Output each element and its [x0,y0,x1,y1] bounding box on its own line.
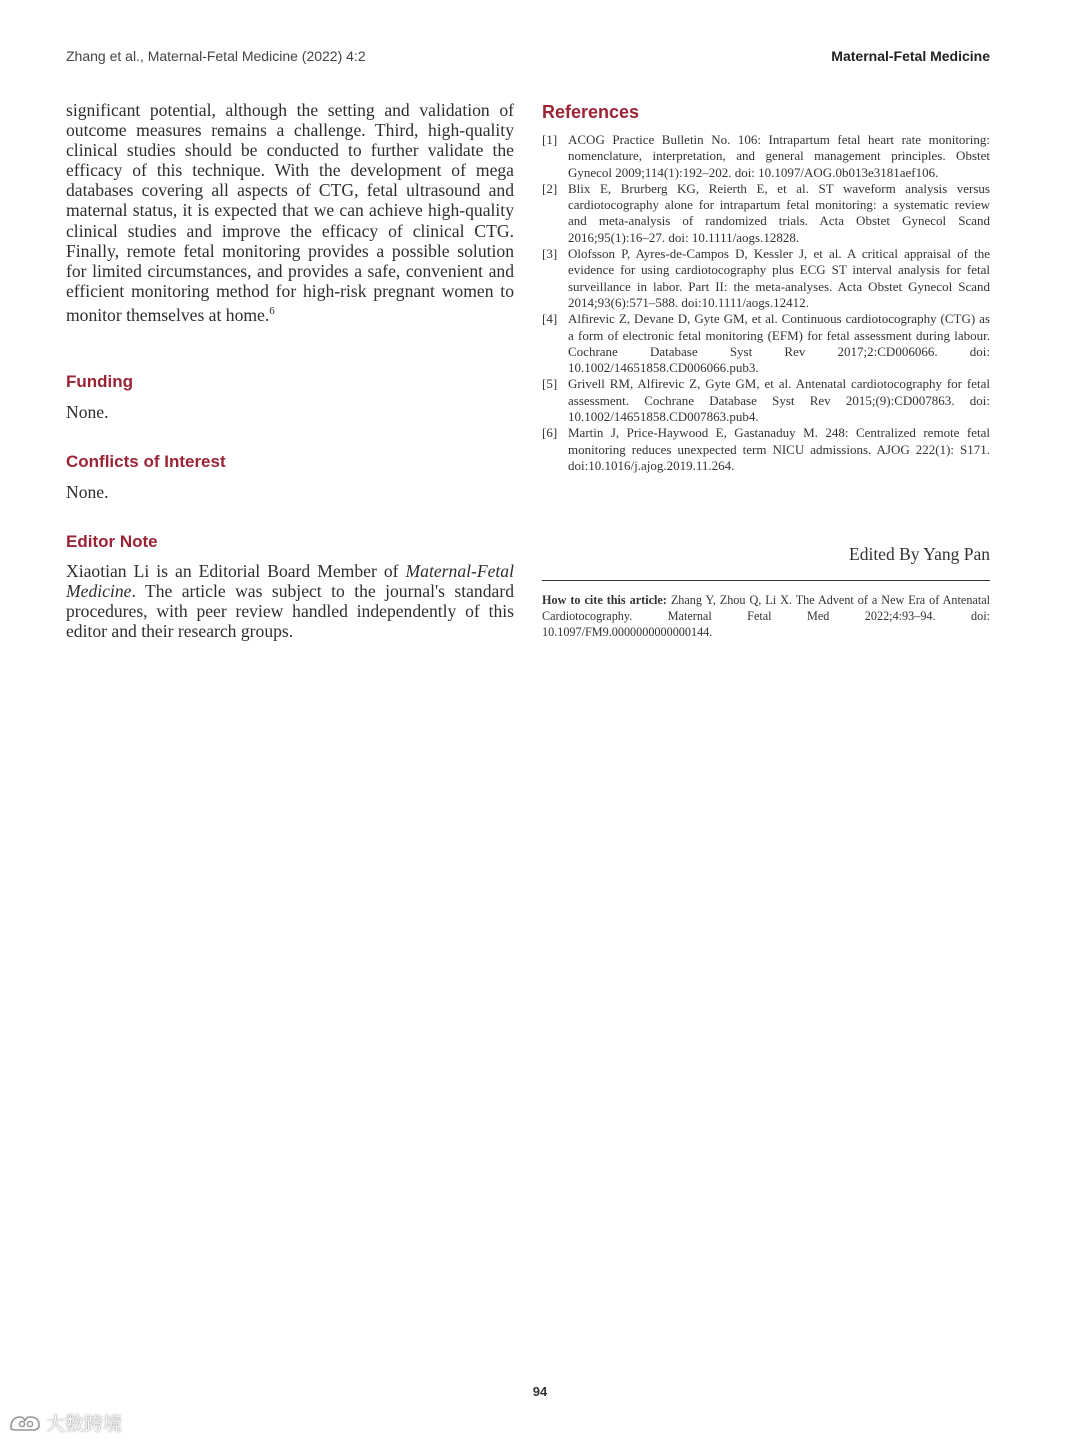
references-heading: References [542,102,640,122]
editor-note-text [66,561,514,641]
body-paragraph [66,100,514,325]
how-to-cite-text: Zhang Y, Zhou Q, Li X. The Advent of a New Era of Antenatal Cardiotocography. Maternal Fetal Med 2022;4:93–94. doi: 10.1097/FM9.0000000000000144. [542,593,991,639]
reference-item [542,376,990,425]
editor-note-journal-name: Maternal-Fetal Medicine [66,561,514,602]
citation-superscript: 6 [269,304,275,317]
left-column [66,100,514,642]
conflicts-text: None. [66,482,109,502]
page-number: 94 [532,1384,548,1399]
reference-number: [6] [542,425,558,441]
watermark-logo-icon [8,1411,42,1433]
cite-divider [542,580,990,581]
reference-text: Martin J, Price-Haywood E, Gastanaduy M. 248: Centralized remote fetal monitoring reduces unexpected term NICU admissions. AJOG 222(1): S171. doi:10.1016/j.ajog.2019.11.264. [568,425,990,473]
edited-by-line: Edited By Yang Pan [849,544,990,564]
how-to-cite-label: How to cite this article: [542,593,667,607]
reference-item [542,132,990,181]
editor-note-heading: Editor Note [66,532,158,551]
funding-heading: Funding [66,372,134,391]
conflicts-heading: Conflicts of Interest [66,452,226,471]
body-paragraph-text: significant potential, although the setting and validation of outcome measures remains a challenge. Third, high-quality clinical studies should be conducted to further validate the efficacy of this technique. With the development of mega databases covering all aspects of CTG, fetal ultrasound and maternal status, it is expected that we can achieve high-quality clinical studies and improve the efficacy of clinical CTG. Finally, remote fetal monitoring provides a possible solution for limited circumstances, and provides a safe, convenient and efficient monitoring method for high-risk pregnant women to monitor themselves at home. [66,100,514,325]
reference-item [542,246,990,311]
editor-note-text-end: . The article was subject to the journal's standard procedures, with peer review handled independently of this editor and their research groups. [66,581,514,642]
watermark-text: 大数跨境 [46,1412,123,1435]
reference-item [542,311,990,376]
references-list [542,132,990,474]
reference-text: Olofsson P, Ayres-de-Campos D, Kessler J, et al. A critical appraisal of the evidence for using cardiotocography plus ECG ST interval analysis for fetal surveillance in labor. Part II: the meta-analyses. Acta Obstet Gynecol Scand 2014;93(6):571–588. doi:10.1111/aogs.12412. [568,246,990,310]
running-head [66,48,990,68]
header-journal-name: Maternal-Fetal Medicine [831,48,990,64]
reference-text: Blix E, Brurberg KG, Reierth E, et al. ST waveform analysis versus cardiotocography alone for intrapartum fetal monitoring: a systematic review and meta-analysis of randomized trials. Acta Obstet Gynecol Scand 2016;95(1):16–27. doi: 10.1111/aogs.12828. [568,180,990,245]
reference-item [542,181,990,246]
watermark [8,1408,122,1436]
reference-number: [2] [542,180,558,196]
header-citation: Zhang et al., Maternal-Fetal Medicine (2022) 4:2 [66,48,366,64]
reference-number: [3] [542,246,558,262]
reference-number: [1] [542,132,558,147]
funding-text: None. [66,402,109,422]
how-to-cite [542,592,990,640]
reference-item [542,425,990,474]
reference-text: Alfirevic Z, Devane D, Gyte GM, et al. Continuous cardiotocography (CTG) as a form of electronic fetal monitoring (EFM) for fetal assessment during labour. Cochrane Database Syst Rev 2017;2:CD006066. doi: 10.1002/14651858.CD006066.pub3. [568,311,990,376]
reference-number: [5] [542,376,558,392]
reference-text: Grivell RM, Alfirevic Z, Gyte GM, et al. Antenatal cardiotocography for fetal assessment. Cochrane Database Syst Rev 2015;(9):CD007863. doi: 10.1002/14651858.CD007863.pub4. [568,376,990,425]
reference-text: ACOG Practice Bulletin No. 106: Intrapartum fetal heart rate monitoring: nomenclature, interpretation, and general management principles. Obstet Gynecol 2009;114(1):192–202. doi: 10.1097/AOG.0b013e3181aef106. [568,132,990,180]
editor-note-text-start: Xiaotian Li is an Editorial Board Member of [66,561,406,581]
reference-number: [4] [542,311,558,327]
